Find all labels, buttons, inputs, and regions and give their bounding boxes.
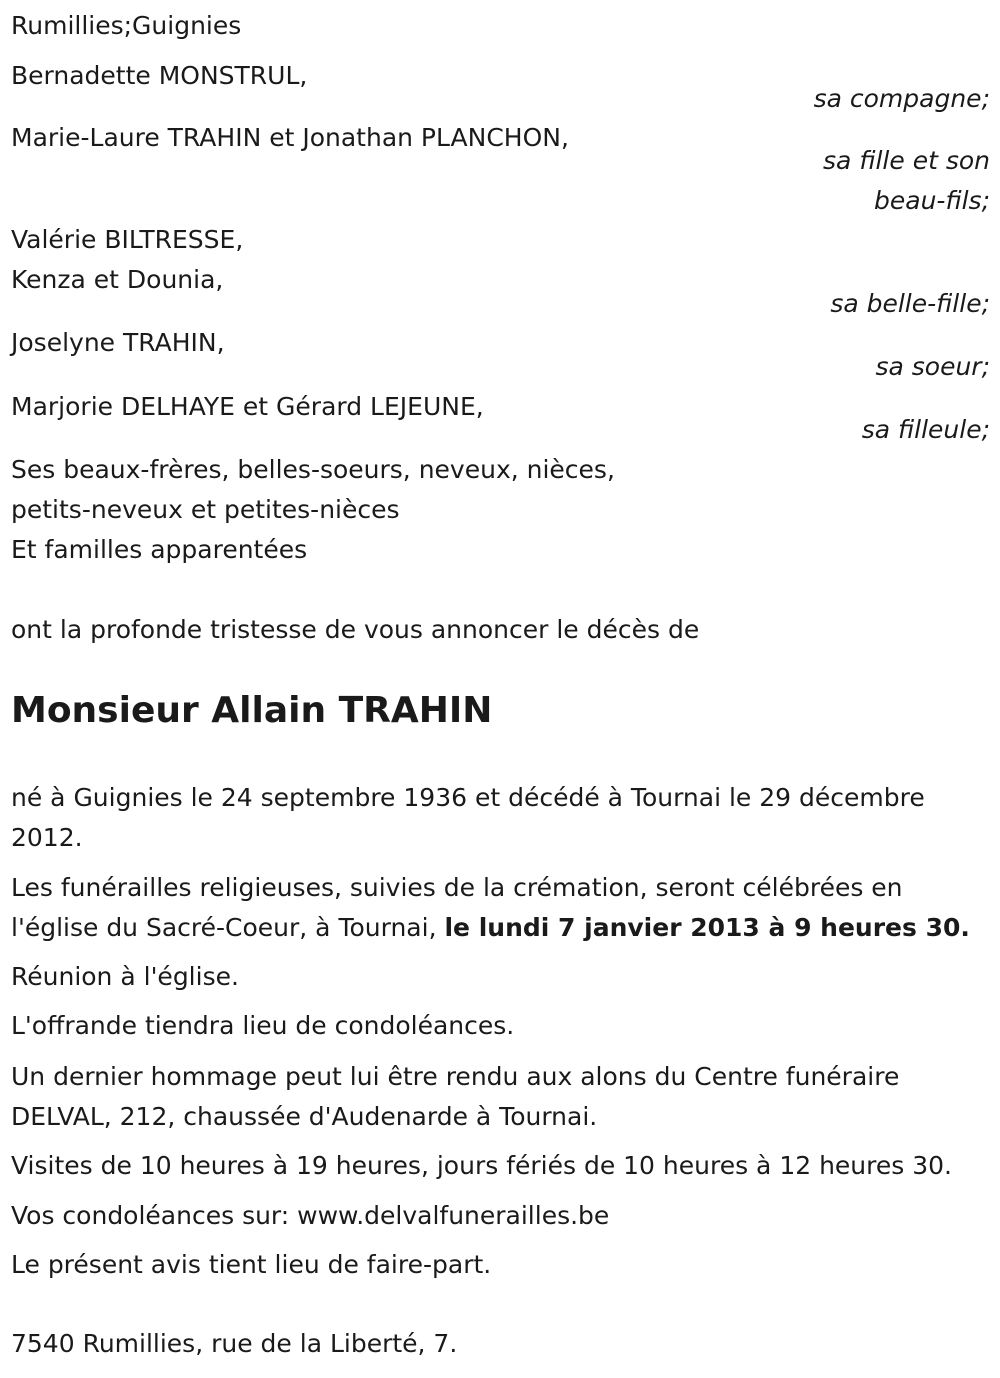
visits-text: Visites de 10 heures à 19 heures, jours fériés de 10 heures à 12 heures 30. (11, 1151, 952, 1180)
offering-text: L'offrande tiendra lieu de condoléances. (11, 1011, 515, 1040)
extended-family-line2: petits-neveux et petites-nièces (11, 495, 400, 524)
address-text: 7540 Rumillies, rue de la Liberté, 7. (11, 1329, 458, 1358)
meeting-text: Réunion à l'église. (11, 962, 239, 991)
locality-header: Rumillies;Guignies (11, 11, 242, 40)
birth-death-line1: né à Guignies le 24 septembre 1936 et décédé à Tournai le 29 décembre (11, 783, 925, 812)
family-member-partner: Bernadette MONSTRUL, (11, 61, 308, 90)
tribute-line2: DELVAL, 212, chaussée d'Audenarde à Tournai. (11, 1102, 598, 1131)
family-member-goddaughter: Marjorie DELHAYE et Gérard LEJEUNE, (11, 392, 484, 421)
funeral-line1: Les funérailles religieuses, suivies de la crémation, seront célébrées en (11, 873, 903, 902)
birth-death-line2: 2012. (11, 823, 83, 852)
funeral-line2-prefix: l'église du Sacré-Coeur, à Tournai, (11, 913, 445, 942)
extended-family-line3: Et familles apparentées (11, 535, 308, 564)
deceased-name: Monsieur Allain TRAHIN (11, 690, 493, 731)
tribute-line1: Un dernier hommage peut lui être rendu aux alons du Centre funéraire (11, 1062, 900, 1091)
relation-daughter-line1: sa fille et son (823, 146, 990, 175)
announcement-text: ont la profonde tristesse de vous annoncer le décès de (11, 615, 700, 644)
funeral-date-time: le lundi 7 janvier 2013 à 9 heures 30. (444, 913, 970, 942)
family-member-daughter: Marie-Laure TRAHIN et Jonathan PLANCHON, (11, 123, 569, 152)
notice-text: Le présent avis tient lieu de faire-part. (11, 1250, 492, 1279)
family-member-grandchildren: Kenza et Dounia, (11, 265, 224, 294)
family-member-daughter-in-law: Valérie BILTRESSE, (11, 225, 244, 254)
family-member-sister: Joselyne TRAHIN, (11, 328, 225, 357)
relation-daughter-line2: beau-fils; (874, 186, 990, 215)
relation-goddaughter: sa filleule; (861, 415, 990, 444)
relation-partner: sa compagne; (813, 84, 990, 113)
funeral-line2 (11, 908, 970, 948)
relation-sister: sa soeur; (875, 352, 990, 381)
condolences-text: Vos condoléances sur: www.delvalfunerailles.be (11, 1201, 610, 1230)
extended-family-line1: Ses beaux-frères, belles-soeurs, neveux, nièces, (11, 455, 615, 484)
relation-daughter-in-law: sa belle-fille; (830, 289, 990, 318)
